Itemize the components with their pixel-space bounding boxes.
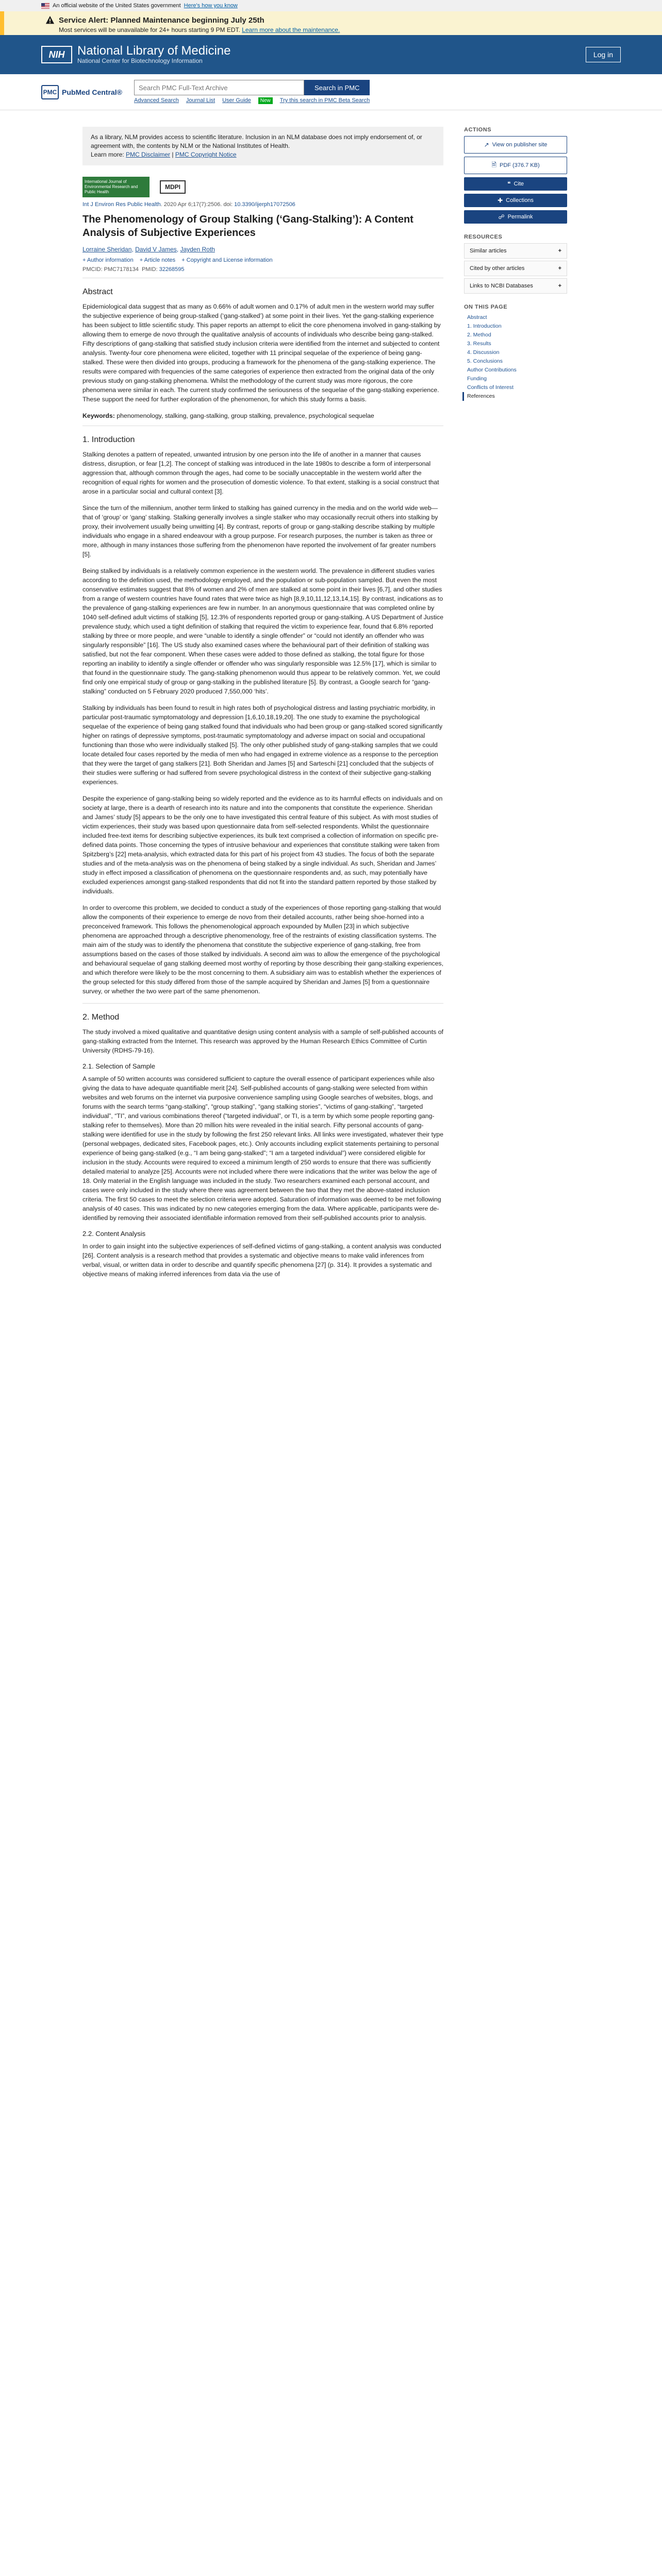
toc-item[interactable]: 3. Results [467, 341, 491, 347]
pmc-logo-text: PubMed Central® [62, 88, 122, 96]
journal-logo[interactable]: International Journal of Environmental Research and Public Health [82, 177, 150, 197]
article-main [82, 127, 443, 1286]
paragraph: In order to overcome this problem, we decided to conduct a study of the experiences of those reporting gang-stalking that would allow the components of their experience to emerge de novo from their detailed accounts, rather being shoe-horned into a preconceived framework. This follows the phenomenological approach expounded by Mullen [23] in which subjective phenomena are approached through a descriptive phenomenology, free of the restraints of existing classification systems. The main aim of the study was to identify the phenomena that constitute the subjective experience of gang-stalking, free from assumptions based on the cases of those stalked by individuals. A second aim was to allow the emergence of the psychological and behavioural sequelae of gang stalking deemed most worthy of reporting by those describing their gang-stalking experiences, and which therefore were likely to be the most concerning to them. A subsidiary aim was to establish whether the experiences of the group selected for this study differed from those of the sample acquired by Sheridan and James [5] from a questionnaire survey, or whether the two were part of the same phenomenon. [82, 904, 443, 995]
paragraph: Despite the experience of gang-stalking being so widely reported and the evidence as to its harmful effects on individuals and on society at large, there is a dearth of research into its nature and into the components that constitute the experience. Sheridan and James’ study [5] appears to be the only one to have investigated this central feature of this subject. As with most studies of victim experiences, their study was based upon questionnaire data from self-selected respondents. Whilst the questionnaire included free-text items for describing subjective experiences, its bulk text comprised a collection of information on specific pre-defined data points. Those concerning the types of intrusive behaviour and experiences that constitute stalking were taken from Spitzberg’s [22] meta-analysis, which extracted data for this part of his project from 43 studies. The focus of both the separate studies and of the meta-analysis was on the phenomena of being stalked by a single individual. As such, Sheridan and James’ study in effect imposed a classification of phenomena on the questionnaire respondents and, as such, may potentially have excluded experiences amongst gang-stalked respondents that did not fit into the standard pattern reported by those stalked by individuals. [82, 795, 443, 895]
alert-title: Service Alert: Planned Maintenance beginning July 25th [59, 15, 264, 25]
abstract-text: Epidemiological data suggest that as many as 0.66% of adult women and 0.17% of adult men in the western world may suffer the subjective experience of being group-stalked (‘gang-stalked’) at some point in their lives. Yet the gang-stalking experience has been subject to little scientific study. This paper reports an attempt to elicit the core phenomena involved in gang-stalking by allowing them to emerge de novo through the qualitative analysis of accounts of individuals who describe being gang-stalked. Fifty descriptions of gang-stalking that satisfied study inclusion criteria were identified from the internet and subjected to content analysis. Twenty-four core phenomena were elicited, together with 11 principal sequelae of the experience of being gang-stalked. These were then divided into groups, producing a framework for the phenomena of the gang-stalking experience. The results were compared with frequencies of the same categories of experience then extracted from the original data of the only previous study on gang-stalking phenomena. Whilst the methodology of the current study was more rigorous, the core phenomena were similar in each. The current study confirmed the seriousness of the sequelae of the gang-stalking experience. These support the need for further exploration of the phenomenon, for which this study forms a basis. [82, 303, 441, 403]
toc-item[interactable]: 5. Conclusions [467, 358, 503, 364]
pmid-link[interactable]: 32268595 [159, 266, 185, 273]
selection-of-sample-heading: 2.1. Selection of Sample [82, 1062, 155, 1070]
pdf-label: PDF (376.7 KB) [500, 162, 540, 168]
toc-item[interactable]: 1. Introduction [467, 323, 502, 329]
pmc-copyright-link[interactable]: PMC Copyright Notice [175, 151, 237, 158]
method-heading: 2. Method [82, 1013, 120, 1022]
keywords [82, 411, 443, 420]
nlm-header [0, 35, 662, 74]
pmc-header [0, 74, 662, 110]
article-notes-toggle[interactable]: + Article notes [140, 257, 175, 263]
actions-label: ACTIONS [464, 127, 491, 133]
toc-item[interactable]: Funding [467, 376, 487, 382]
advanced-search-link[interactable]: Advanced Search [134, 97, 179, 104]
publisher-logo[interactable]: MDPI [160, 180, 186, 194]
article-info-links [82, 257, 443, 263]
share-icon: ☍ [498, 213, 505, 221]
nlm-name: National Library of Medicine [77, 44, 231, 58]
paragraph: Being stalked by individuals is a relatively common experience in the western world. The prevalence in different studies varies according to the definition used, the methodology employed, and the population or sub-population sampled. But even the most conservative estimates suggest that 8% of women and 2% of men are stalked at some point in their lives [6,7], and other studies from a range of western countries have found rates that were twice as high [8,9,10,11,12,13,14,15]. By contrast, indications as to the prevalence of gang-stalking experiences are few in number. In an anonymous questionnaire that was completed online by 1040 self-defined adult victims of stalking [5], 12.3% of respondents reported group or gang-stalking. A US Department of Justice prevalence study, which used a tight definition of stalking that required the victim to experience fear, found that 6.8% reported stalking by three or more people, and were “unable to identify a single offender” or “could not identify an offender who was singularly responsible” [16]. The US study also examined cases where the behavioural part of their definition of stalking was satisfied, but not the fear component. When these cases were added to those defined as stalking, the total figure for those reporting an inability to identify a single offender or offender who was singularly responsible was 12.5% [17], which is similar to that found in the questionnaire study. The gang-stalking phenomenon would thus appear to be relatively common. Yet, we could find only one empirical study of group or gang-stalking in the published literature [5]. By contrast, a Google search for “gang-stalking” conducted on 5 February 2020 produced 7,550,000 ‘hits’. [82, 567, 443, 695]
paragraph: Stalking by individuals has been found to result in high rates both of psychological distress and lasting psychiatric morbidity, in particular post-traumatic symptomatology and depression [1,6,10,18,19,20]. The one study to examine the psychological sequelae of the experience of being gang stalked found that individuals who had been group or gang-stalked scored significantly higher on ratings of depressive symptoms, post-traumatic symptomatology and adverse impact on social and occupational functioning than those who were individually stalked [5]. The only other published study of gang-stalking samples that we could locate detailed four cases reported by the media of men who had engaged in extreme violence as a response to the perception that they were the target of gang stalkers [21]. Both Sheridan and James [5] and Sarteschi [21] concluded that the subjects of their studies were suffering or had suffered from severe psychological distress in the context of their subjective gang-stalking experiences. [82, 704, 442, 786]
search-button[interactable]: Search in PMC [304, 80, 370, 95]
cite-button[interactable] [464, 177, 567, 191]
citation-details: . 2020 Apr 6;17(7):2506. doi: [160, 201, 233, 208]
author-link[interactable]: Lorraine Sheridan [82, 246, 132, 253]
resources-label: RESOURCES [464, 234, 503, 240]
us-flag-icon [41, 3, 49, 9]
doi-link[interactable]: 10.3390/ijerph17072506 [234, 201, 295, 208]
warning-icon [45, 15, 55, 25]
author-link[interactable]: David V James [135, 246, 177, 253]
pdf-button[interactable] [464, 157, 567, 174]
resource-label: Cited by other articles [470, 265, 525, 272]
pmc-disclaimer-link[interactable]: PMC Disclaimer [126, 151, 171, 158]
disclaimer-text: As a library, NLM provides access to scientific literature. Inclusion in an NLM database does not imply endorsement of, or agreement with, the contents by NLM or the National Institutes of Health. [91, 133, 422, 149]
resource-label: Links to NCBI Databases [470, 283, 533, 289]
login-button[interactable]: Log in [586, 47, 621, 62]
cite-label: Cite [514, 181, 524, 187]
alert-message: Most services will be unavailable for 24+ hours starting 9 PM EDT. [59, 26, 240, 33]
permalink-button[interactable] [464, 210, 567, 224]
similar-articles-toggle[interactable] [464, 243, 567, 259]
toc-item[interactable]: Author Contributions [467, 367, 517, 373]
toc-item-current[interactable]: References [462, 392, 567, 401]
pdf-icon: 🗎 [491, 161, 496, 168]
plus-icon: + [558, 248, 561, 254]
author-link[interactable]: Jayden Roth [180, 246, 215, 253]
service-alert [0, 11, 662, 35]
beta-search-link[interactable]: Try this search in PMC Beta Search [279, 97, 370, 104]
new-badge: New [258, 97, 273, 104]
view-on-publisher-button[interactable] [464, 136, 567, 154]
pmc-search-input[interactable] [134, 80, 304, 95]
plus-icon: + [558, 283, 561, 289]
article-ids [82, 266, 443, 273]
view-publisher-label: View on publisher site [492, 142, 548, 148]
nlm-logo[interactable] [41, 45, 230, 64]
resource-label: Similar articles [470, 248, 507, 254]
paragraph: A sample of 50 written accounts was considered sufficient to capture the overall essence of participant experiences while also giving the data to have adequate quantifiable merit [24]. Self-published accounts of gang-stalking were selected from within websites and web forums on the internet via purposive convenience sampling using Google searches of websites, blogs, and forums with the search terms “gang-stalking”, “group stalking”, “gang stalking stories”, “victims of gang-stalking”, “targeted individual”, “TI”, and various combinations thereof (“targeted individual”, or TI, is a term by which some people reporting gang-stalking refer to themselves). More than 20 million hits were revealed in the initial search. Fifty personal accounts of gang-stalking were identified for use in the study by following the first 250 relevant links. All links were investigated, whatever their type (personal webpages, dedicated sites, Facebook pages, etc.). Only accounts including explicit statements pertaining to personal experience of being gang-stalked (e.g., “I am being gang-stalked”; “I am a targeted individual”) were considered eligible for inclusion in the study. Accounts were required to exceed a minimum length of 250 words to ensure that there was sufficiently detailed material to analyze [25]. Accounts were not included where there were indications that the writer was below the age of 18. Only material in the English language was included in the study. Two researchers examined each personal account, and cases were only included in the study where there was agreement between the two that they met the above-stated inclusion criteria. The first 50 cases to meet the selection criteria were adopted. Saturation of information was deemed to be met following analysis of 40 cases. This was indicated by no new categories emerging from the data. Where applicable, participants were de-identified by removing their associated identifiable information removed from their self-published accounts prior to analysis. [82, 1075, 443, 1222]
paragraph: Since the turn of the millennium, another term linked to stalking has gained currency in the media and on the world wide web—that of ‘group’ or ‘gang’ stalking. Stalking generally involves a single stalker who may occasionally recruit others into stalking by proxy, their involvement usually being unwitting [4]. By contrast, reports of group or gang-stalking describe stalking by multiple individuals who engage in a shared endeavour with a group purpose. For research purposes, the number is taken as three or more, although in many instances those suffering from the phenomenon have reported the involvement of far greater numbers [5]. [82, 504, 438, 558]
toc-item[interactable]: 2. Method [467, 332, 491, 338]
journal-list-link[interactable]: Journal List [186, 97, 216, 104]
user-guide-link[interactable]: User Guide [222, 97, 251, 104]
paragraph: Stalking denotes a pattern of repeated, unwanted intrusion by one person into the life of another in a manner that causes distress, disruption, or fear [1,2]. The concept of stalking was introduced in the late 1980s to describe a form of interpersonal aggression that, although common through the ages, had come to be socially unacceptable in the western world after the recognition of equal rights for women and the prosecution of domestic violence. To that extent, stalking is a social construct that arose in a particular social and cultural context [3]. [82, 451, 439, 495]
toc-item[interactable]: 4. Discussion [467, 349, 500, 355]
permalink-label: Permalink [507, 214, 533, 220]
learn-more-label: Learn more: [91, 151, 124, 158]
article-title: The Phenomenology of Group Stalking (‘Gang-Stalking’): A Content Analysis of Subjective Experiences [82, 214, 413, 239]
author-information-toggle[interactable]: + Author information [82, 257, 134, 263]
external-link-icon: ↗ [484, 141, 489, 148]
journal-link[interactable]: Int J Environ Res Public Health [82, 201, 161, 208]
keywords-list: phenomenology, stalking, gang-stalking, group stalking, prevalence, psychological sequelae [117, 412, 374, 419]
toc-item[interactable]: Abstract [467, 314, 487, 320]
collections-icon: ✚ [498, 197, 503, 204]
content-analysis-heading: 2.2. Content Analysis [82, 1230, 146, 1238]
plus-icon: + [558, 265, 561, 272]
collections-label: Collections [506, 197, 534, 204]
keywords-label: Keywords: [82, 412, 115, 419]
abstract-heading: Abstract [82, 287, 113, 296]
sidebar [464, 127, 567, 1286]
pmc-logo-icon: PMC [41, 85, 59, 99]
heres-how-you-know-link[interactable]: Here's how you know [184, 3, 238, 9]
disclaimer-box: As a library, NLM provides access to scientific literature. Inclusion in an NLM database does not imply endorsement of, or agreement with, the contents by NLM or the National Institutes of Health. Learn more: PMC Disclaimer | PMC Copyright Notice [82, 127, 443, 165]
pmid-label: PMID: [141, 266, 158, 273]
maintenance-link[interactable]: Learn more about the maintenance. [242, 26, 340, 33]
author-list: Lorraine Sheridan, David V James, Jayden Roth [82, 246, 215, 253]
introduction-heading: 1. Introduction [82, 435, 135, 444]
pmc-logo[interactable] [41, 85, 124, 99]
toc-item[interactable]: Conflicts of Interest [467, 384, 514, 391]
collections-button[interactable] [464, 194, 567, 207]
quote-icon: ❝ [507, 180, 511, 188]
nih-logo-icon: NIH [41, 46, 72, 63]
ncbi-links-toggle[interactable] [464, 278, 567, 294]
on-this-page-label: ON THIS PAGE [464, 304, 508, 310]
nlm-subtitle: National Center for Biotechnology Information [77, 57, 203, 64]
gov-banner [0, 0, 662, 11]
copyright-toggle[interactable]: + Copyright and License information [181, 257, 272, 263]
table-of-contents [464, 313, 567, 401]
gov-banner-text: An official website of the United States government [53, 3, 181, 9]
paragraph: In order to gain insight into the subjective experiences of self-defined victims of gang-stalking, a content analysis was conducted [26]. Content analysis is a research method that provides a systematic and objective means to make valid inferences from verbal, visual, or written data in order to describe and quantify specific phenomena [27] (p. 314). It provides a systematic and objective means of making inferred inferences from data via the use of [82, 1243, 441, 1278]
pmcid: PMCID: PMC7178134 [82, 266, 139, 273]
cited-by-toggle[interactable] [464, 261, 567, 276]
paragraph: The study involved a mixed qualitative and quantitative design using content analysis with a sample of self-published accounts of gang-stalking extracted from the Internet. This research was approved by the Human Research Ethics Committee of Curtin University (RDHS-79-16). [82, 1028, 443, 1054]
citation [82, 201, 443, 208]
